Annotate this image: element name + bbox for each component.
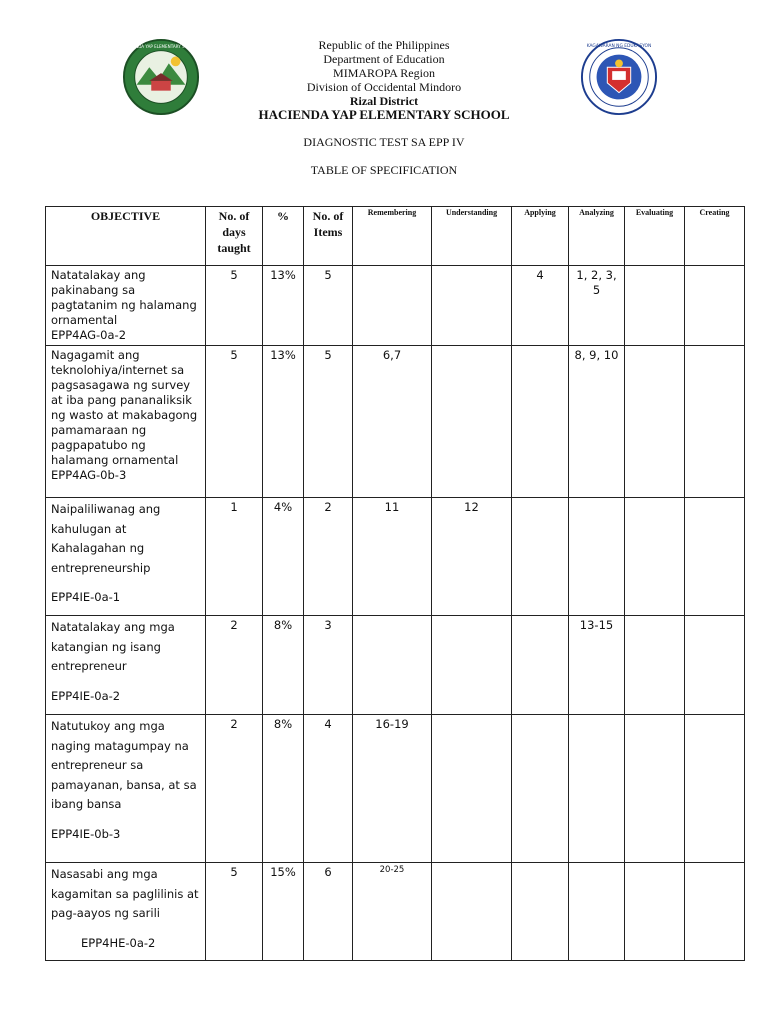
col-percent: % xyxy=(263,207,304,266)
percent-cell: 4% xyxy=(263,498,304,616)
objective-text: Natutukoy ang mga naging matagumpay na entrepreneur sa pamayanan, bansa, at sa ibang bansa xyxy=(51,719,197,811)
col-understanding: Understanding xyxy=(432,207,512,266)
items-cell: 4 xyxy=(304,715,353,863)
objective-text: Nasasabi ang mga kagamitan sa paglilinis at pag-aayos ng sarili xyxy=(51,867,199,920)
evaluating-cell xyxy=(625,616,685,715)
objective-cell xyxy=(46,346,206,498)
understanding-cell xyxy=(432,266,512,346)
remembering-cell: 6,7 xyxy=(353,346,432,498)
creating-cell xyxy=(685,863,745,961)
percent-cell: 13% xyxy=(263,266,304,346)
percent-cell: 15% xyxy=(263,863,304,961)
objective-cell xyxy=(46,863,206,961)
evaluating-cell xyxy=(625,266,685,346)
understanding-cell xyxy=(432,616,512,715)
test-title: DIAGNOSTIC TEST SA EPP IV xyxy=(303,135,465,149)
objective-cell xyxy=(46,616,206,715)
header-school: HACIENDA YAP ELEMENTARY SCHOOL xyxy=(258,107,510,122)
specification-table xyxy=(45,206,745,961)
objective-text: Natatalakay ang pakinabang sa pagtatanim ng halamang ornamental xyxy=(51,268,197,327)
table-row xyxy=(46,616,745,715)
competency-code: EPP4HE-0a-2 xyxy=(81,935,156,950)
table-row xyxy=(46,715,745,863)
percent-cell: 8% xyxy=(263,715,304,863)
col-remembering: Remembering xyxy=(353,207,432,266)
creating-cell xyxy=(685,266,745,346)
days-cell: 5 xyxy=(206,266,263,346)
objective-text: Nagagamit ang teknolohiya/internet sa pagsasagawa ng survey at iba pang pananaliksik ng wasto at makabagong pamamaraan ng pagpapatubo ng halamang ornamental xyxy=(51,348,198,467)
objective-cell xyxy=(46,715,206,863)
objective-cell xyxy=(46,498,206,616)
remembering-cell: 16-19 xyxy=(353,715,432,863)
remembering-cell xyxy=(353,616,432,715)
objective-text: Natatalakay ang mga katangian ng isang entrepreneur xyxy=(51,620,175,673)
creating-cell xyxy=(685,346,745,498)
evaluating-cell xyxy=(625,346,685,498)
competency-code: EPP4AG-0a-2 xyxy=(51,328,127,342)
applying-cell xyxy=(512,498,569,616)
col-creating: Creating xyxy=(685,207,745,266)
col-evaluating: Evaluating xyxy=(625,207,685,266)
applying-cell: 4 xyxy=(512,266,569,346)
deped-seal-text: KAGAWARAN NG EDUKASYON xyxy=(586,43,652,49)
objective-text: Naipaliliwanag ang kahulugan at Kahalagahan ng entrepreneurship xyxy=(51,502,161,575)
items-cell: 5 xyxy=(304,346,353,498)
header-district: Rizal District xyxy=(349,94,419,108)
objective-cell xyxy=(46,266,206,346)
items-cell: 5 xyxy=(304,266,353,346)
analyzing-cell: 13-15 xyxy=(569,616,625,715)
items-cell: 2 xyxy=(304,498,353,616)
header-department: Department of Education xyxy=(323,52,445,66)
header-region: MIMAROPA Region xyxy=(333,66,435,80)
competency-code: EPP4AG-0b-3 xyxy=(51,468,127,482)
remembering-cell: 20-25 xyxy=(353,863,432,961)
days-cell: 1 xyxy=(206,498,263,616)
evaluating-cell xyxy=(625,498,685,616)
competency-code: EPP4IE-0b-3 xyxy=(51,826,121,841)
analyzing-cell: 1, 2, 3, 5 xyxy=(569,266,625,346)
remembering-cell xyxy=(353,266,432,346)
table-row xyxy=(46,266,745,346)
evaluating-cell xyxy=(625,863,685,961)
applying-cell xyxy=(512,715,569,863)
days-cell: 5 xyxy=(206,863,263,961)
header-republic: Republic of the Philippines xyxy=(318,38,450,52)
days-cell: 5 xyxy=(206,346,263,498)
competency-code: EPP4IE-0a-2 xyxy=(51,688,121,703)
remembering-cell: 11 xyxy=(353,498,432,616)
analyzing-cell xyxy=(569,863,625,961)
table-row xyxy=(46,498,745,616)
col-applying: Applying xyxy=(512,207,569,266)
creating-cell xyxy=(685,715,745,863)
items-cell: 6 xyxy=(304,863,353,961)
table-row xyxy=(46,863,745,961)
competency-code: EPP4IE-0a-1 xyxy=(51,590,121,604)
understanding-cell: 12 xyxy=(432,498,512,616)
applying-cell xyxy=(512,346,569,498)
creating-cell xyxy=(685,498,745,616)
items-cell: 3 xyxy=(304,616,353,715)
table-title: TABLE OF SPECIFICATION xyxy=(310,163,458,177)
understanding-cell xyxy=(432,715,512,863)
evaluating-cell xyxy=(625,715,685,863)
creating-cell xyxy=(685,616,745,715)
document-header xyxy=(0,38,768,122)
applying-cell xyxy=(512,863,569,961)
analyzing-cell: 8, 9, 10 xyxy=(569,346,625,498)
percent-cell: 8% xyxy=(263,616,304,715)
header-division: Division of Occidental Mindoro xyxy=(306,80,462,94)
col-analyzing: Analyzing xyxy=(569,207,625,266)
table-header-row xyxy=(46,207,745,266)
analyzing-cell xyxy=(569,498,625,616)
days-cell: 2 xyxy=(206,616,263,715)
col-objective: OBJECTIVE xyxy=(46,207,206,266)
understanding-cell xyxy=(432,863,512,961)
applying-cell xyxy=(512,616,569,715)
understanding-cell xyxy=(432,346,512,498)
analyzing-cell xyxy=(569,715,625,863)
percent-cell: 13% xyxy=(263,346,304,498)
col-days: No. of days taught xyxy=(206,207,263,266)
col-items: No. of Items xyxy=(304,207,353,266)
school-seal-text: HACIENDA YAP ELEMENTARY SCHOOL xyxy=(122,43,200,49)
table-row xyxy=(46,346,745,498)
days-cell: 2 xyxy=(206,715,263,863)
